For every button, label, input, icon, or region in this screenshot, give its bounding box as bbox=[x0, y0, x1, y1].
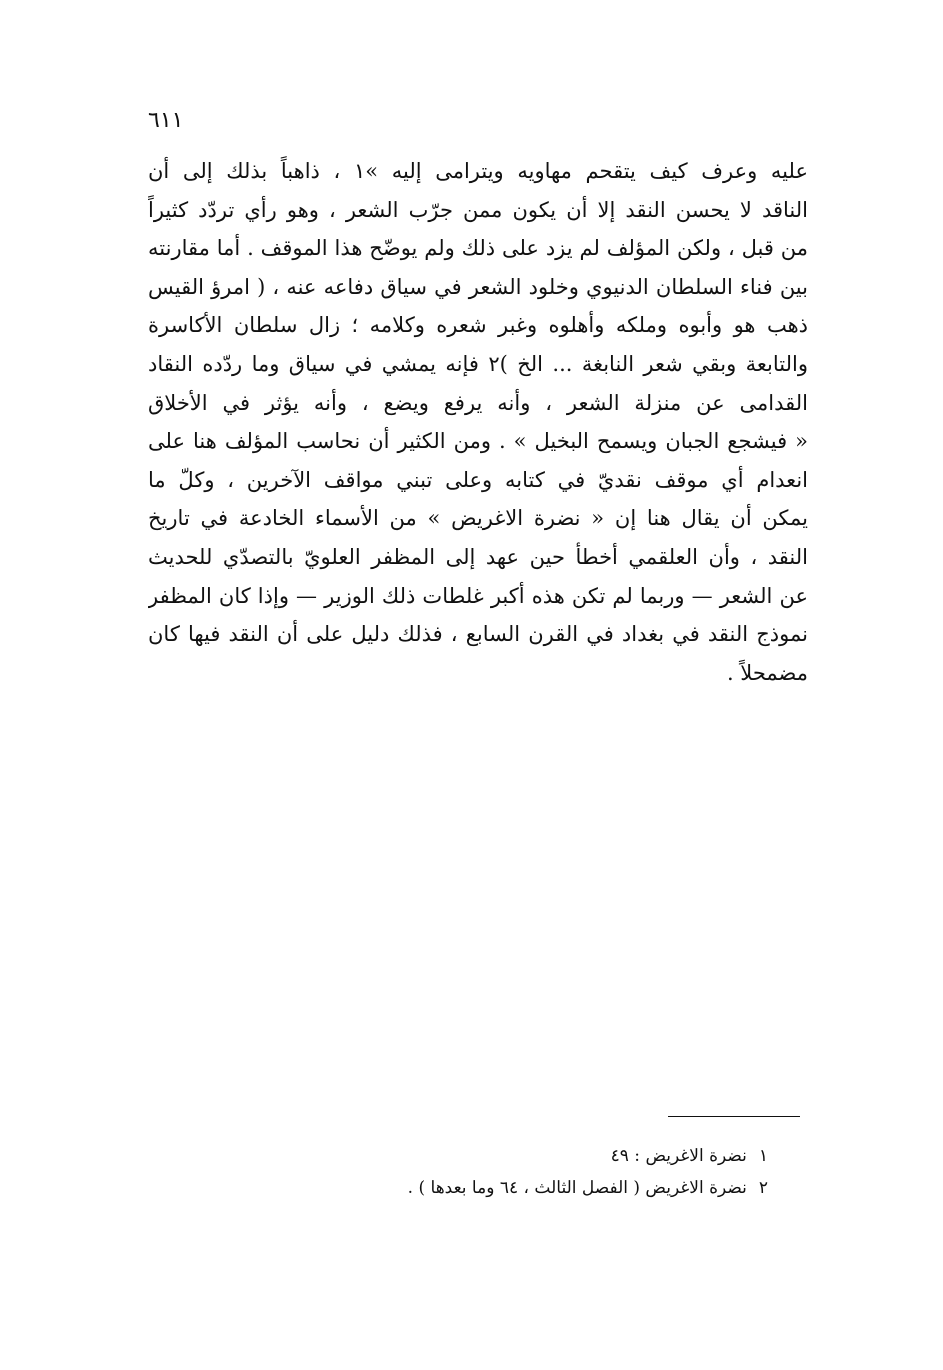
footnote-2 bbox=[340, 1172, 768, 1204]
text-line-14: مضمحلاً . bbox=[726, 660, 808, 685]
text-line-13: نموذج النقد في بغداد في القرن السابع ، فذلك دليل على أن النقد فيها كان bbox=[148, 622, 808, 647]
text-line-12: عن الشعر — وربما لم تكن هذه أكبر غلطات ذلك الوزير — وإذا كان المظفر bbox=[148, 583, 808, 608]
text-line-2: الناقد لا يحسن النقد إلا أن يكون ممن جرّب الشعر ، وهو رأي تردّد كثيراً bbox=[148, 197, 808, 222]
footnote-text: نضرة الاغريض : ٤٩ bbox=[610, 1146, 747, 1166]
text-line-7: القدامى عن منزلة الشعر ، وأنه يرفع ويضع ، وأنه يؤثر في الأخلاق bbox=[148, 390, 808, 415]
footnote-number: ١ bbox=[758, 1146, 768, 1166]
body-text bbox=[148, 152, 808, 692]
text-line-6: والتابعة وبقي شعر النابغة ... الخ )٢ فإنه يمشي في سياق وما ردّده النقاد bbox=[148, 351, 808, 376]
footnote-divider bbox=[668, 1116, 800, 1117]
text-line-8: « فيشجع الجبان ويسمح البخيل » . ومن الكثير أن نحاسب المؤلف هنا على bbox=[148, 429, 808, 454]
text-line-9: انعدام أي موقف نقديّ في كتابه وعلى تبني مواقف الآخرين ، وكلّ ما bbox=[148, 467, 808, 492]
text-line-4: بين فناء السلطان الدنيوي وخلود الشعر في سياق دفاعه عنه ، ( امرؤ القيس bbox=[148, 274, 808, 299]
footnote-1 bbox=[340, 1140, 768, 1172]
text-line-5: ذهب هو وأبوه وملكه وأهلوه وغبر شعره وكلامه ؛ زال سلطان الأكاسرة bbox=[148, 313, 808, 338]
text-line-3: من قبل ، ولكن المؤلف لم يزد على ذلك ولم يوضّح هذا الموقف . أما مقارنته bbox=[148, 236, 808, 261]
footnote-number: ٢ bbox=[758, 1178, 768, 1198]
text-line-1: عليه وعرف كيف يتقحم مهاويه ويترامى إليه »١ ، ذاهباً بذلك إلى أن bbox=[148, 159, 808, 183]
text-line-10: يمكن أن يقال هنا إن « نضرة الاغريض » من الأسماء الخادعة في تاريخ bbox=[148, 506, 808, 531]
footnotes bbox=[340, 1140, 768, 1204]
text-line-11: النقد ، وأن العلقمي أخطأ حين عهد إلى المظفر العلويّ بالتصدّي للحديث bbox=[148, 544, 808, 569]
page-number: ٦١١ bbox=[148, 108, 184, 133]
footnote-text: نضرة الاغريض ( الفصل الثالث ، ٦٤ وما بعدها ) . bbox=[407, 1178, 747, 1198]
